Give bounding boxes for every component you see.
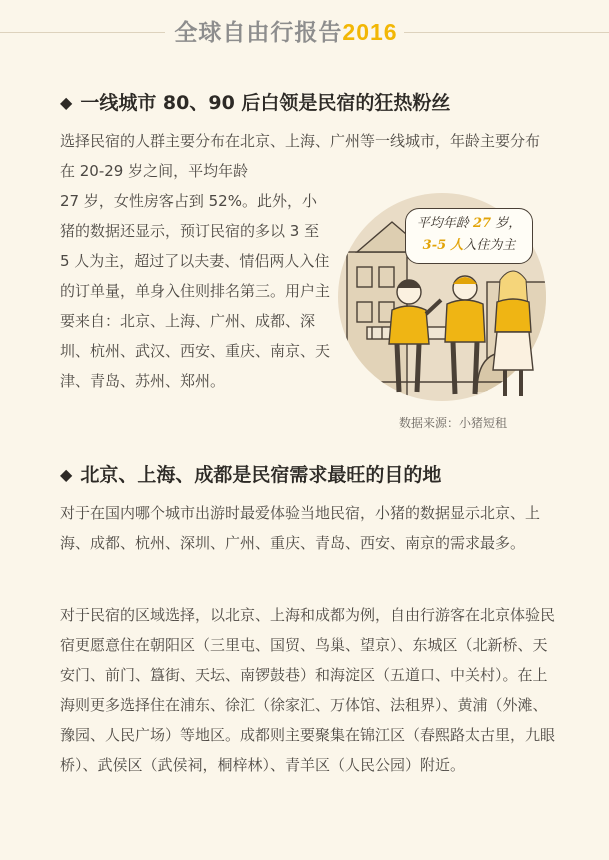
section-2-paragraph-1: 对于在国内哪个城市出游时最爱体验当地民宿，小猪的数据显示北京、上海、成都、杭州、深圳、广州、重庆、青岛、西安、南京的需求最多。 <box>60 504 541 552</box>
diamond-bullet-icon: ◆ <box>60 465 73 484</box>
section-2-title: 北京、上海、成都是民宿需求最旺的目的地 <box>80 464 442 486</box>
speech-line-2 <box>406 235 532 257</box>
diamond-bullet-icon: ◆ <box>60 93 73 112</box>
section-1-title: 一线城市 80、90 后白领是民宿的狂热粉丝 <box>80 92 451 114</box>
data-source-caption: 数据来源：小猪短租 <box>399 416 508 430</box>
section-2-paragraph-2: 对于民宿的区域选择，以北京、上海和成都为例，自由行游客在北京体验民宿更愿意住在朝阳区（三里屯、国贸、鸟巢、望京）、东城区（北新桥、天安门、前门、簋街、天坛、南锣鼓巷）和海淀区（五道口、中关村）。在上海则更多选择住在浦东、徐汇（徐家汇、万体馆、法租界）、黄浦（外滩、豫园、人民广场）等地区。成都则主要聚集在锦江区（春熙路太古里，九眼桥）、武侯区（武侯祠，桐梓林）、青羊区（人民公园）附近。 <box>60 606 556 774</box>
speech-highlight-count: 3-5 <box>422 238 447 253</box>
header-divider-right <box>404 32 609 33</box>
speech-text-b: 岁， <box>495 216 522 231</box>
section-1-paragraph-side: 27 岁，女性房客占到 52%。此外，小猪的数据还显示，预订民宿的多以 3 至 5 人为主，超过了以夫妻、情侣两人入住的订单量，单身入住则排名第三。用户主要来自：北京、上海、广州、成都、深圳、杭州、武汉、西安、重庆、南京、天津、青岛、苏州、郑州。 <box>60 192 331 390</box>
report-title-text: 全球自由行报告 <box>174 20 343 46</box>
section-1-heading <box>60 88 450 115</box>
speech-bubble <box>405 208 533 264</box>
speech-highlight-age: 27 <box>472 216 492 231</box>
section-1-paragraph-top: 选择民宿的人群主要分布在北京、上海、广州等一线城市，年龄主要分布在 20-29 岁之间，平均年龄 <box>60 132 541 180</box>
header-divider-left <box>0 32 165 33</box>
speech-line-1 <box>406 213 532 235</box>
speech-text-c: 入住为主 <box>463 238 516 253</box>
speech-highlight-people: 人 <box>450 238 464 253</box>
section-2-heading <box>60 460 441 487</box>
speech-text-a: 平均年龄 <box>416 216 469 231</box>
report-year: 2016 <box>342 19 398 45</box>
report-title <box>160 14 412 47</box>
